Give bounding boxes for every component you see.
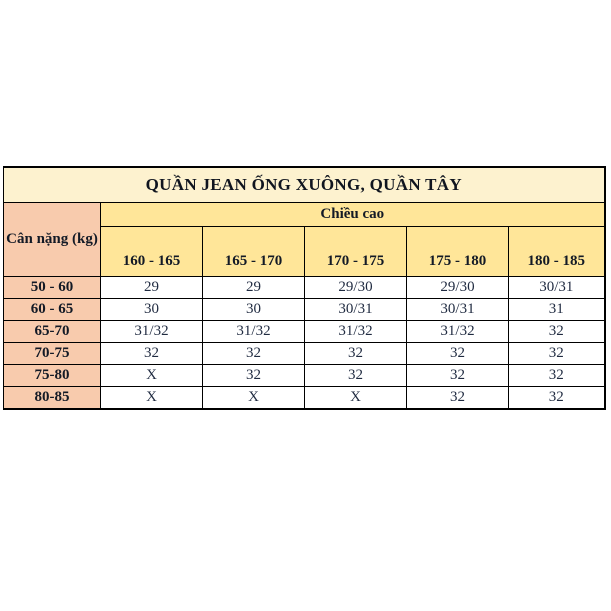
weight-cell: 60 - 65 bbox=[4, 299, 101, 321]
size-cell: X bbox=[203, 387, 305, 409]
size-cell: 32 bbox=[203, 343, 305, 365]
weight-cell: 50 - 60 bbox=[4, 277, 101, 299]
size-cell: 32 bbox=[305, 365, 407, 387]
size-cell: 31/32 bbox=[203, 321, 305, 343]
size-cell: X bbox=[101, 387, 203, 409]
title-row bbox=[4, 167, 605, 203]
group-header-row bbox=[4, 203, 605, 227]
size-cell: 29 bbox=[203, 277, 305, 299]
size-cell: 32 bbox=[101, 343, 203, 365]
size-cell: 31 bbox=[509, 299, 605, 321]
height-col-header-3: 175 - 180 bbox=[407, 227, 509, 277]
size-cell: 31/32 bbox=[101, 321, 203, 343]
size-cell: 32 bbox=[509, 365, 605, 387]
table-row-65-70 bbox=[4, 321, 605, 343]
height-col-header-0: 160 - 165 bbox=[101, 227, 203, 277]
weight-cell: 65-70 bbox=[4, 321, 101, 343]
size-cell: 31/32 bbox=[305, 321, 407, 343]
weight-cell: 80-85 bbox=[4, 387, 101, 409]
weight-cell: 75-80 bbox=[4, 365, 101, 387]
size-cell: 32 bbox=[509, 387, 605, 409]
size-cell: 32 bbox=[407, 343, 509, 365]
table-title: QUẦN JEAN ỐNG XUÔNG, QUẦN TÂY bbox=[4, 167, 605, 203]
size-chart-table bbox=[3, 166, 606, 410]
table-row-50-60 bbox=[4, 277, 605, 299]
height-col-header-2: 170 - 175 bbox=[305, 227, 407, 277]
size-cell: 30 bbox=[101, 299, 203, 321]
size-cell: 32 bbox=[407, 365, 509, 387]
size-cell: 32 bbox=[203, 365, 305, 387]
size-cell: 29 bbox=[101, 277, 203, 299]
weight-corner-header: Cân nặng (kg) bbox=[4, 203, 101, 277]
size-cell: 29/30 bbox=[407, 277, 509, 299]
size-cell: 32 bbox=[305, 343, 407, 365]
size-cell: 31/32 bbox=[407, 321, 509, 343]
size-cell: 29/30 bbox=[305, 277, 407, 299]
size-cell: 30 bbox=[203, 299, 305, 321]
size-cell: 32 bbox=[407, 387, 509, 409]
height-group-header: Chiều cao bbox=[101, 203, 605, 227]
height-col-header-1: 165 - 170 bbox=[203, 227, 305, 277]
weight-cell: 70-75 bbox=[4, 343, 101, 365]
size-cell: 30/31 bbox=[407, 299, 509, 321]
size-cell: 30/31 bbox=[305, 299, 407, 321]
size-cell: 32 bbox=[509, 321, 605, 343]
size-cell: X bbox=[101, 365, 203, 387]
size-cell: 32 bbox=[509, 343, 605, 365]
table-row-75-80 bbox=[4, 365, 605, 387]
height-col-header-4: 180 - 185 bbox=[509, 227, 605, 277]
size-cell: X bbox=[305, 387, 407, 409]
table-row-60-65 bbox=[4, 299, 605, 321]
table-row-80-85 bbox=[4, 387, 605, 409]
size-cell: 30/31 bbox=[509, 277, 605, 299]
table-row-70-75 bbox=[4, 343, 605, 365]
